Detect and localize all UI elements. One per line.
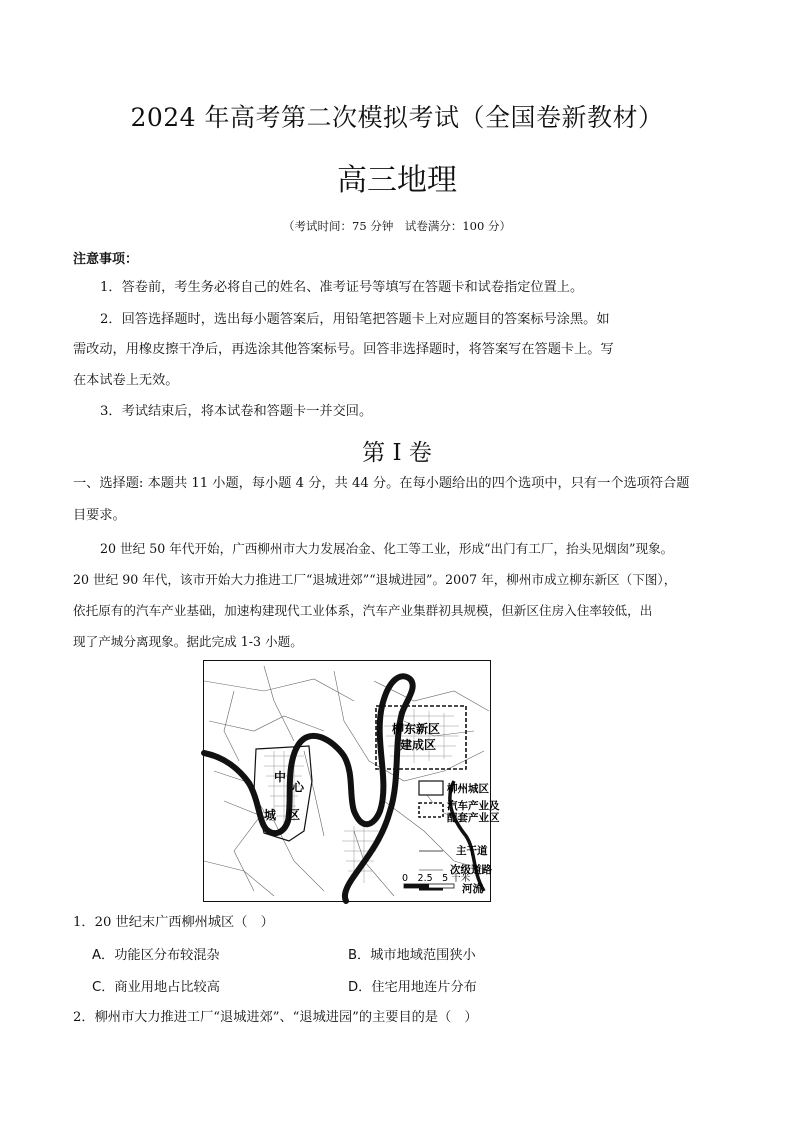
label-center-3: 城	[264, 808, 277, 822]
label-center-1: 中	[274, 770, 287, 784]
subject-title: 高三地理	[337, 163, 457, 198]
notice-item-3: 3．考试结束后，将本试卷和答题卡一并交回。	[100, 404, 373, 419]
notice-item-2-line-1: 2．回答选择题时，选出每小题答案后，用铅笔把答题卡上对应题目的答案标号涂黑。如	[100, 312, 610, 327]
passage-line-3: 依托原有的汽车产业基础，加速构建现代工业体系，汽车产业集群初具规模，但新区住房入住率较低，出	[73, 603, 653, 618]
question-1-option-a[interactable]: A．功能区分布较混杂	[92, 948, 220, 963]
label-center-2: 心	[292, 780, 305, 794]
label-center-4: 区	[288, 808, 301, 822]
label-liudong-2: 建成区	[400, 738, 437, 752]
exam-title: 2024 年高考第二次模拟考试（全国卷新教材）	[130, 103, 664, 132]
legend-river-label: 河流	[462, 883, 483, 895]
section-intro-line-2: 目要求。	[73, 508, 126, 523]
legend-urban-swatch	[419, 781, 443, 795]
section-intro-line-1: 一、选择题: 本题共 11 小题，每小题 4 分，共 44 分。在每小题给出的四个选项中，只有一个选项符合题	[73, 476, 690, 491]
section-title: 第 I 卷	[362, 440, 432, 466]
notice-item-2-line-2: 需改动，用橡皮擦干净后，再选涂其他答案标号。回答非选择题时，将答案写在答题卡上。写	[73, 342, 614, 357]
scale-bar-filled	[404, 884, 429, 888]
legend-main-road-label: 主干道	[456, 845, 488, 857]
exam-info: （考试时间：75 分钟 试卷满分：100 分）	[283, 219, 511, 233]
legend-auto-label-1: 汽车产业及	[447, 800, 500, 812]
river-main	[204, 676, 413, 901]
question-2-stem: 2．柳州市大力推进工厂“退城进郊”、“退城进园”的主要目的是（ ）	[73, 1010, 478, 1025]
legend-auto-swatch	[419, 803, 443, 817]
question-1-option-d[interactable]: D．住宅用地连片分布	[348, 980, 477, 995]
question-1-stem: 1．20 世纪末广西柳州城区（ ）	[73, 915, 274, 930]
scale-label: 0 2.5 5 千米	[402, 873, 471, 884]
legend-urban-label: 柳州城区	[447, 783, 489, 795]
passage-line-1: 20 世纪 50 年代开始，广西柳州市大力发展冶金、化工等工业，形成“出门有工厂，抬头见烟囱”现象。	[100, 541, 674, 556]
legend-auto-label-2: 配套产业区	[447, 812, 500, 824]
passage-line-4: 现了产城分离现象。据此完成 1-3 小题。	[73, 634, 303, 649]
passage-line-2: 20 世纪 90 年代，该市开始大力推进工厂“退城进郊”“退城进园”。2007 年，柳州市成立柳东新区（下图），	[73, 572, 677, 587]
liuzhou-map	[203, 660, 500, 902]
legend-secondary-road-label: 次级道路	[450, 864, 492, 876]
map-drawing	[204, 661, 500, 901]
notice-item-1: 1．答卷前，考生务必将自己的姓名、准考证号等填写在答题卡和试卷指定位置上。	[100, 280, 584, 295]
notice-item-2-line-3: 在本试卷上无效。	[73, 373, 179, 388]
question-1-option-b[interactable]: B．城市地域范围狭小	[348, 948, 476, 963]
question-1-option-c[interactable]: C．商业用地占比较高	[92, 980, 220, 995]
label-liudong-1: 柳东新区	[392, 722, 441, 736]
notice-heading: 注意事项：	[73, 252, 139, 267]
